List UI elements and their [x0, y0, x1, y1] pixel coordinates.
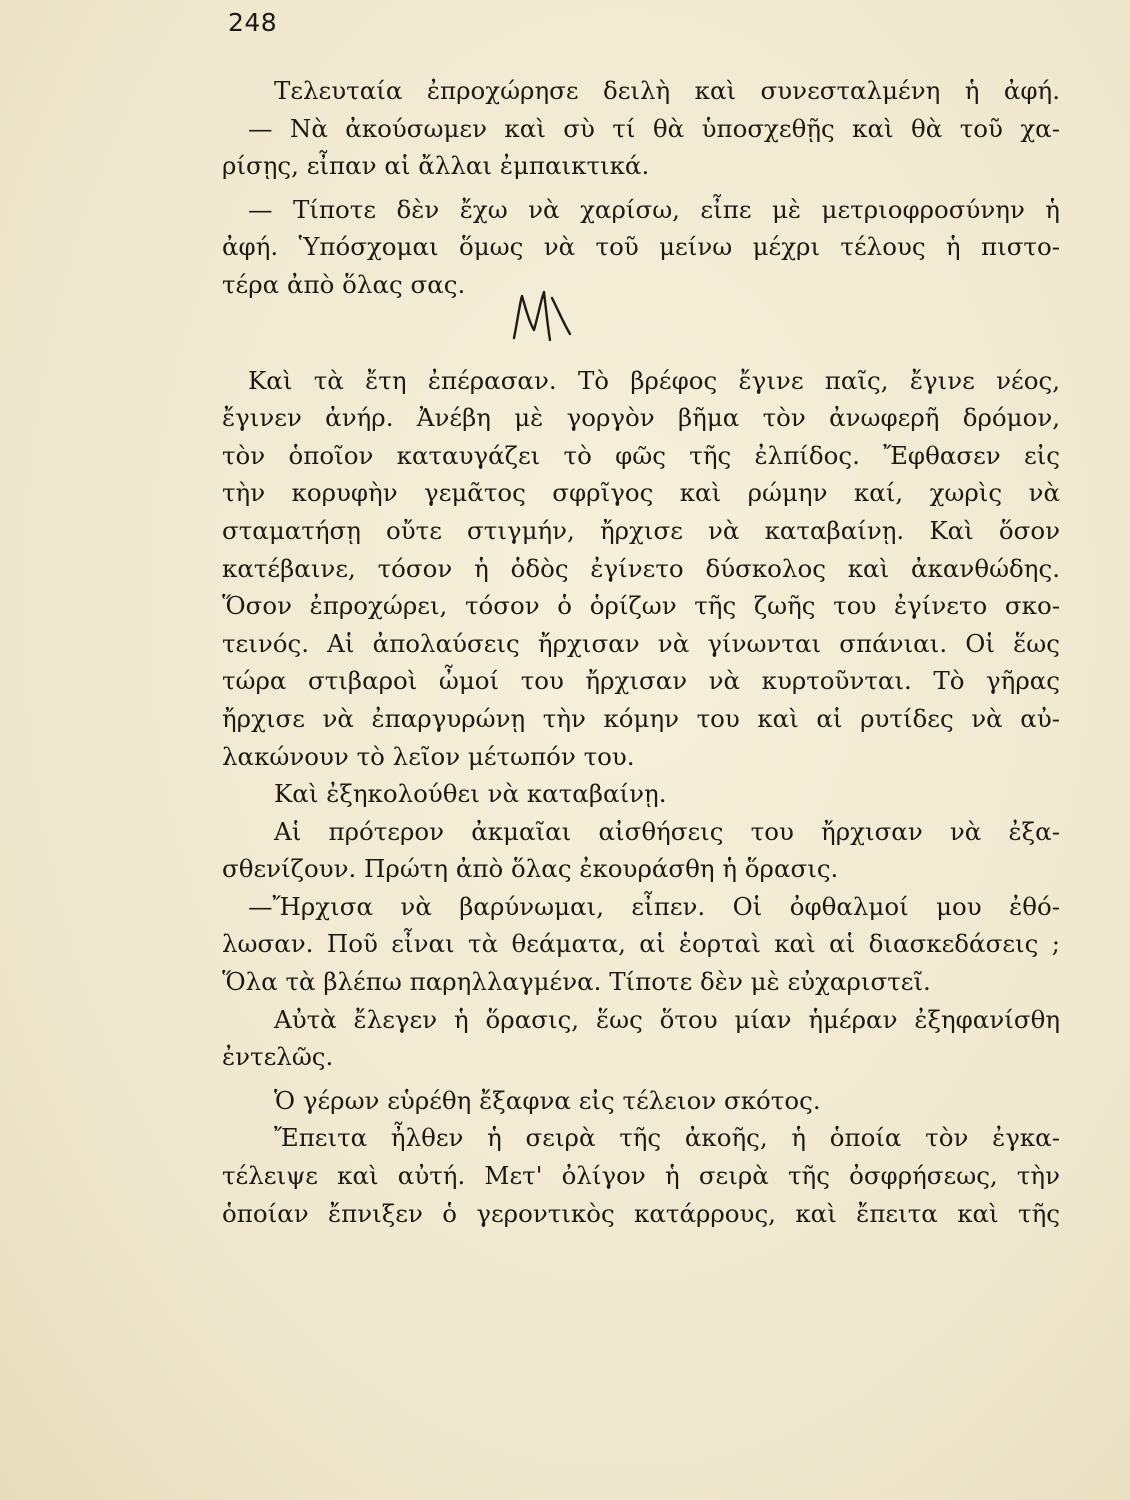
text-line: ἔγινεν ἀνήρ. Ἀνέβη μὲ γοργὸν βῆμα τὸν ἀνωφερῆ δρόμον, — [222, 403, 1060, 433]
text-line: Ὅλα τὰ βλέπω παρηλλαγμένα. Τίποτε δὲν μὲ εὐχαριστεῖ. — [222, 967, 931, 997]
text-line: Ἔπειτα ἦλθεν ἡ σειρὰ τῆς ἀκοῆς, ἡ ὁποία τὸν ἐγκα- — [274, 1123, 1060, 1153]
text-line: σθενίζουν. Πρώτη ἀπὸ ὅλας ἐκουράσθη ἡ ὅρασις. — [222, 854, 839, 884]
text-line: Ὅσον ἐπροχώρει, τόσον ὁ ὁρίζων τῆς ζωῆς του ἐγίνετο σκο- — [222, 591, 1060, 621]
text-line: κατέβαινε, τόσον ἡ ὁδὸς ἐγίνετο δύσκολος καὶ ἀκανθώδης. — [222, 553, 1060, 583]
body-text — [222, 72, 1060, 1232]
page-number: 248 — [228, 8, 278, 37]
text-line: Αὐτὰ ἔλεγεν ἡ ὅρασις, ἕως ὅτου μίαν ἡμέραν ἐξηφανίσθη — [274, 1004, 1060, 1034]
text-line: — Τίποτε δὲν ἔχω νὰ χαρίσω, εἶπε μὲ μετριοφροσύνην ἡ — [248, 194, 1060, 224]
text-line: σταματήσῃ οὔτε στιγμήν, ἤρχισε νὰ καταβαίνῃ. Καὶ ὅσον — [222, 515, 1060, 545]
text-line: ἐντελῶς. — [222, 1042, 334, 1072]
text-line: —Ἤρχισα νὰ βαρύνωμαι, εἶπεν. Οἱ ὀφθαλμοί μου ἐθό- — [248, 891, 1060, 921]
text-line: ἤρχισε νὰ ἐπαργυρώνῃ τὴν κόμην του καὶ αἱ ρυτίδες νὰ αὐ- — [222, 703, 1060, 733]
text-line: ρίσῃς, εἶπαν αἱ ἄλλαι ἐμπαικτικά. — [222, 151, 650, 181]
text-line: τὸν ὁποῖον καταυγάζει τὸ φῶς τῆς ἐλπίδος. Ἔφθασεν εἰς — [222, 440, 1060, 470]
text-line: λακώνουν τὸ λεῖον μέτωπόν του. — [222, 741, 635, 771]
text-line: τέρα ἀπὸ ὅλας σας. — [222, 269, 466, 299]
text-line: τὴν κορυφὴν γεμᾶτος σφρῖγος καὶ ρώμην καί, χωρὶς νὰ — [222, 478, 1060, 508]
text-line: ὁποίαν ἔπνιξεν ὁ γεροντικὸς κατάρρους, καὶ ἔπειτα καὶ τῆς — [222, 1198, 1060, 1228]
text-line: Αἱ πρότερον ἀκμαῖαι αἰσθήσεις του ἤρχισαν νὰ ἐξα- — [274, 816, 1060, 846]
text-line: λωσαν. Ποῦ εἶναι τὰ θεάματα, αἱ ἑορταὶ καὶ αἱ διασκεδάσεις ; — [222, 929, 1060, 959]
text-line: τεινός. Αἱ ἀπολαύσεις ἤρχισαν νὰ γίνωνται σπάνιαι. Οἱ ἕως — [222, 628, 1060, 658]
text-line: τώρα στιβαροὶ ὦμοί του ἤρχισαν νὰ κυρτοῦνται. Τὸ γῆρας — [222, 666, 1060, 696]
text-line: ἀφή. Ὑπόσχομαι ὅμως νὰ τοῦ μείνω μέχρι τέλους ἡ πιστο- — [222, 232, 1060, 262]
text-line: Καὶ ἐξηκολούθει νὰ καταβαίνῃ. — [274, 779, 667, 809]
text-line: Τελευταία ἐπροχώρησε δειλὴ καὶ συνεσταλμένη ἡ ἀφή. — [274, 76, 1060, 105]
text-line: τέλειψε καὶ αὐτή. Μετ' ὀλίγον ἡ σειρὰ τῆς ὀσφρήσεως, τὴν — [222, 1161, 1060, 1191]
text-line: Ὁ γέρων εὑρέθη ἔξαφνα εἰς τέλειον σκότος. — [274, 1085, 821, 1115]
text-line: — Νὰ ἀκούσωμεν καὶ σὺ τί θὰ ὑποσχεθῇς καὶ θὰ τοῦ χα- — [248, 113, 1060, 143]
text-line: Καὶ τὰ ἔτη ἐπέρασαν. Τὸ βρέφος ἔγινε παῖς, ἔγινε νέος, — [248, 365, 1060, 395]
